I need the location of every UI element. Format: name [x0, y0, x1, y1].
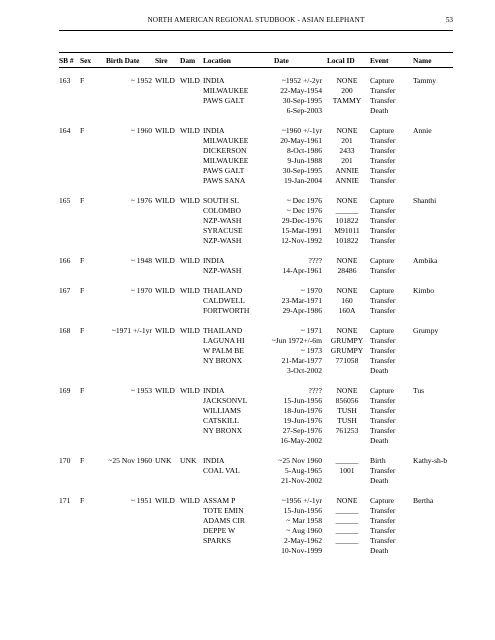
event-location: NZP-WASH [203, 216, 242, 225]
event-type: Transfer [370, 336, 396, 345]
event-type: Capture [370, 286, 395, 295]
studbook-title: NORTH AMERICAN REGIONAL STUDBOOK - ASIAN ELEPHANT [147, 16, 365, 24]
record-name: Annie [413, 126, 432, 135]
event-location: NY BRONX [203, 356, 243, 365]
col-header-event: Event [370, 56, 389, 65]
event-local-id: NONE [336, 286, 358, 295]
event-type: Transfer [370, 426, 396, 435]
event-local-id: TAMMY [332, 96, 362, 105]
event-date: 9-Jun-1988 [287, 156, 322, 165]
event-local-id: 101822 [335, 216, 359, 225]
record-sire: WILD [155, 386, 175, 395]
event-date: ~1956 +/-1yr [281, 496, 322, 505]
record-sire: WILD [155, 256, 175, 265]
event-local-id: ______ [335, 506, 359, 515]
event-date: 18-Jun-1976 [283, 406, 322, 415]
event-date: 30-Sep-1995 [282, 166, 322, 175]
event-type: Transfer [370, 216, 396, 225]
record-sire: UNK [155, 456, 172, 465]
record-birth-date: ~ 1960 [130, 126, 152, 135]
event-location: MILWAUKEE [203, 156, 249, 165]
event-date: 23-Mar-1971 [281, 296, 322, 305]
event-type: Transfer [370, 406, 396, 415]
event-local-id: NONE [336, 386, 358, 395]
event-date: ???? [308, 386, 322, 395]
col-header-location: Location [203, 56, 231, 65]
record-sb-number: 166 [59, 256, 71, 265]
event-location: COLOMBO [203, 206, 241, 215]
event-local-id: 201 [341, 156, 353, 165]
event-type: Transfer [370, 96, 396, 105]
event-local-id: NONE [336, 326, 358, 335]
record-birth-date: ~25 Nov 1960 [108, 456, 152, 465]
event-local-id: GRUMPY [330, 336, 364, 345]
event-local-id: 28486 [337, 266, 357, 275]
record-dam: WILD [180, 386, 200, 395]
event-type: Transfer [370, 206, 396, 215]
record-sire: WILD [155, 126, 175, 135]
event-type: Death [370, 546, 389, 555]
record-sex: F [80, 386, 85, 395]
event-location: SYRACUSE [203, 226, 243, 235]
event-type: Capture [370, 386, 395, 395]
event-type: Transfer [370, 536, 396, 545]
event-location: ADAMS CIR [203, 516, 245, 525]
event-local-id: 160A [338, 306, 356, 315]
event-date: 14-Apr-1961 [282, 266, 322, 275]
event-type: Transfer [370, 306, 396, 315]
event-location: JACKSONVL [203, 396, 248, 405]
event-location: PAWS SANA [203, 176, 246, 185]
event-location: W PALM BE [203, 346, 244, 355]
column-header-top-rule [59, 52, 453, 53]
event-local-id: 761253 [335, 426, 359, 435]
record-birth-date: ~ 1951 [130, 496, 152, 505]
event-type: Transfer [370, 396, 396, 405]
event-type: Death [370, 366, 389, 375]
record-sb-number: 163 [59, 76, 71, 85]
record-sire: WILD [155, 326, 175, 335]
event-location: SPARKS [203, 536, 232, 545]
event-type: Transfer [370, 296, 396, 305]
event-location: PAWS GALT [203, 96, 245, 105]
record-sex: F [80, 76, 85, 85]
event-location: CALDWELL [203, 296, 245, 305]
record-sb-number: 164 [59, 126, 71, 135]
event-local-id: ______ [335, 456, 359, 465]
event-date: ~1952 +/-2yr [281, 76, 322, 85]
event-type: Transfer [370, 176, 396, 185]
event-type: Transfer [370, 266, 396, 275]
event-local-id: ANNIE [335, 166, 359, 175]
event-location: DEPPE W [203, 526, 236, 535]
event-local-id: ANNIE [335, 176, 359, 185]
record-name: Kimbo [413, 286, 435, 295]
event-date: 29-Apr-1986 [282, 306, 322, 315]
event-date: ~ Aug 1960 [286, 526, 322, 535]
event-location: NZP-WASH [203, 266, 242, 275]
record-name: Tus [413, 386, 425, 395]
record-name: Bertha [413, 496, 434, 505]
record-birth-date: ~1971 +/-1yr [111, 326, 152, 335]
event-type: Capture [370, 496, 395, 505]
event-local-id: 160 [341, 296, 353, 305]
event-local-id: ______ [335, 526, 359, 535]
page-number: 53 [445, 16, 453, 24]
event-date: 20-May-1961 [280, 136, 322, 145]
event-location: ASSAM P [203, 496, 236, 505]
event-type: Transfer [370, 526, 396, 535]
event-local-id: ______ [335, 206, 359, 215]
event-local-id: NONE [336, 126, 358, 135]
event-location: DICKERSON [203, 146, 247, 155]
record-dam: UNK [180, 456, 197, 465]
event-local-id: 2433 [339, 146, 355, 155]
record-birth-date: ~ 1953 [130, 386, 152, 395]
record-sb-number: 165 [59, 196, 71, 205]
col-header-sire: Sire [155, 56, 168, 65]
event-location: NY BRONX [203, 426, 243, 435]
event-type: Transfer [370, 156, 396, 165]
record-birth-date: ~ 1948 [130, 256, 152, 265]
record-sb-number: 167 [59, 286, 71, 295]
col-header-date: Date [274, 56, 289, 65]
event-local-id: NONE [336, 196, 358, 205]
event-location: MILWAUKEE [203, 136, 249, 145]
column-header-bottom-rule [59, 67, 453, 68]
record-sb-number: 171 [59, 496, 71, 505]
record-sb-number: 170 [59, 456, 71, 465]
record-name: Shanthi [413, 196, 437, 205]
page-header [59, 16, 453, 26]
event-date: ~ Dec 1976 [286, 196, 322, 205]
event-date: 22-May-1954 [280, 86, 322, 95]
event-type: Transfer [370, 86, 396, 95]
event-local-id: M91011 [334, 226, 360, 235]
record-birth-date: ~ 1970 [130, 286, 152, 295]
event-date: ???? [308, 256, 322, 265]
event-type: Transfer [370, 466, 396, 475]
event-type: Transfer [370, 356, 396, 365]
record-dam: WILD [180, 256, 200, 265]
event-local-id: 200 [341, 86, 353, 95]
record-sex: F [80, 456, 85, 465]
record-dam: WILD [180, 496, 200, 505]
record-dam: WILD [180, 126, 200, 135]
event-type: Capture [370, 256, 395, 265]
event-local-id: 201 [341, 136, 353, 145]
event-location: INDIA [203, 256, 225, 265]
record-birth-date: ~ 1976 [130, 196, 152, 205]
event-location: INDIA [203, 456, 225, 465]
event-date: 3-Oct-2002 [286, 366, 322, 375]
event-location: PAWS GALT [203, 166, 245, 175]
event-local-id: NONE [336, 76, 358, 85]
event-date: 19-Jan-2004 [284, 176, 322, 185]
event-local-id: 771058 [335, 356, 359, 365]
event-type: Transfer [370, 136, 396, 145]
event-date: ~Jun 1972+/-6m [271, 336, 322, 345]
event-local-id: ______ [335, 516, 359, 525]
event-date: ~ 1973 [300, 346, 322, 355]
event-type: Death [370, 476, 389, 485]
event-location: LAGUNA HI [203, 336, 245, 345]
event-type: Birth [370, 456, 386, 465]
record-name: Tammy [413, 76, 437, 85]
event-location: THAILAND [203, 326, 243, 335]
record-dam: WILD [180, 76, 200, 85]
event-type: Transfer [370, 226, 396, 235]
event-date: ~ 1970 [300, 286, 322, 295]
col-header-dam: Dam [180, 56, 196, 65]
event-date: ~ 1971 [300, 326, 322, 335]
event-date: 21-Nov-2002 [281, 476, 322, 485]
event-date: 21-Mar-1977 [281, 356, 322, 365]
event-date: ~1960 +/-1yr [281, 126, 322, 135]
event-type: Transfer [370, 516, 396, 525]
record-name: Kathy-sh-b [413, 456, 448, 465]
event-date: ~ Dec 1976 [286, 206, 322, 215]
event-date: 15-Jun-1956 [283, 506, 322, 515]
event-location: CATSKILL [203, 416, 239, 425]
event-local-id: 101822 [335, 236, 359, 245]
event-date: ~ Mar 1958 [286, 516, 322, 525]
record-sex: F [80, 496, 85, 505]
event-date: 8-Oct-1986 [286, 146, 322, 155]
event-type: Capture [370, 76, 395, 85]
header-rule [59, 30, 453, 31]
event-type: Transfer [370, 416, 396, 425]
event-type: Capture [370, 326, 395, 335]
event-local-id: GRUMPY [330, 346, 364, 355]
event-local-id: TUSH [337, 406, 357, 415]
event-local-id: 1001 [339, 466, 355, 475]
event-location: TOTE EMIN [203, 506, 244, 515]
record-sex: F [80, 326, 85, 335]
event-date: 16-May-2002 [280, 436, 322, 445]
event-date: 30-Sep-1995 [282, 96, 322, 105]
record-birth-date: ~ 1952 [130, 76, 152, 85]
record-dam: WILD [180, 326, 200, 335]
event-type: Death [370, 436, 389, 445]
event-location: INDIA [203, 386, 225, 395]
record-sire: WILD [155, 496, 175, 505]
record-sex: F [80, 196, 85, 205]
col-header-birth-date: Birth Date [106, 56, 140, 65]
event-date: ~25 Nov 1960 [278, 456, 322, 465]
event-type: Capture [370, 196, 395, 205]
event-location: INDIA [203, 126, 225, 135]
col-header-local-id: Local ID [327, 56, 355, 65]
event-date: 5-Aug-1965 [284, 466, 322, 475]
event-type: Transfer [370, 506, 396, 515]
record-dam: WILD [180, 196, 200, 205]
record-sb-number: 168 [59, 326, 71, 335]
event-type: Transfer [370, 146, 396, 155]
record-sex: F [80, 256, 85, 265]
record-sire: WILD [155, 76, 175, 85]
event-date: 6-Sep-2003 [286, 106, 322, 115]
event-location: WILLIAMS [203, 406, 241, 415]
event-type: Transfer [370, 236, 396, 245]
event-location: FORTWORTH [203, 306, 250, 315]
event-location: NZP-WASH [203, 236, 242, 245]
event-type: Death [370, 106, 389, 115]
event-local-id: ______ [335, 536, 359, 545]
event-local-id: TUSH [337, 416, 357, 425]
event-date: 2-May-1962 [284, 536, 322, 545]
record-sire: WILD [155, 196, 175, 205]
record-dam: WILD [180, 286, 200, 295]
event-date: 12-Nov-1992 [281, 236, 322, 245]
record-sex: F [80, 286, 85, 295]
col-header-sb: SB # [59, 56, 74, 65]
event-date: 10-Nov-1999 [281, 546, 322, 555]
event-date: 19-Jun-1976 [283, 416, 322, 425]
event-local-id: NONE [336, 496, 358, 505]
event-location: SOUTH SL [203, 196, 240, 205]
event-local-id: NONE [336, 256, 358, 265]
col-header-sex: Sex [80, 56, 92, 65]
event-location: INDIA [203, 76, 225, 85]
event-date: 15-Mar-1991 [281, 226, 322, 235]
event-type: Capture [370, 126, 395, 135]
record-sex: F [80, 126, 85, 135]
record-sb-number: 169 [59, 386, 71, 395]
event-local-id: 856056 [335, 396, 359, 405]
event-location: MILWAUKEE [203, 86, 249, 95]
event-type: Transfer [370, 166, 396, 175]
event-date: 15-Jun-1956 [283, 396, 322, 405]
event-date: 29-Dec-1976 [281, 216, 322, 225]
event-location: THAILAND [203, 286, 243, 295]
event-date: 27-Sep-1976 [282, 426, 322, 435]
record-sire: WILD [155, 286, 175, 295]
record-name: Grumpy [413, 326, 439, 335]
event-type: Transfer [370, 346, 396, 355]
record-name: Ambika [413, 256, 438, 265]
event-location: COAL VAL [203, 466, 240, 475]
col-header-name: Name [413, 56, 432, 65]
